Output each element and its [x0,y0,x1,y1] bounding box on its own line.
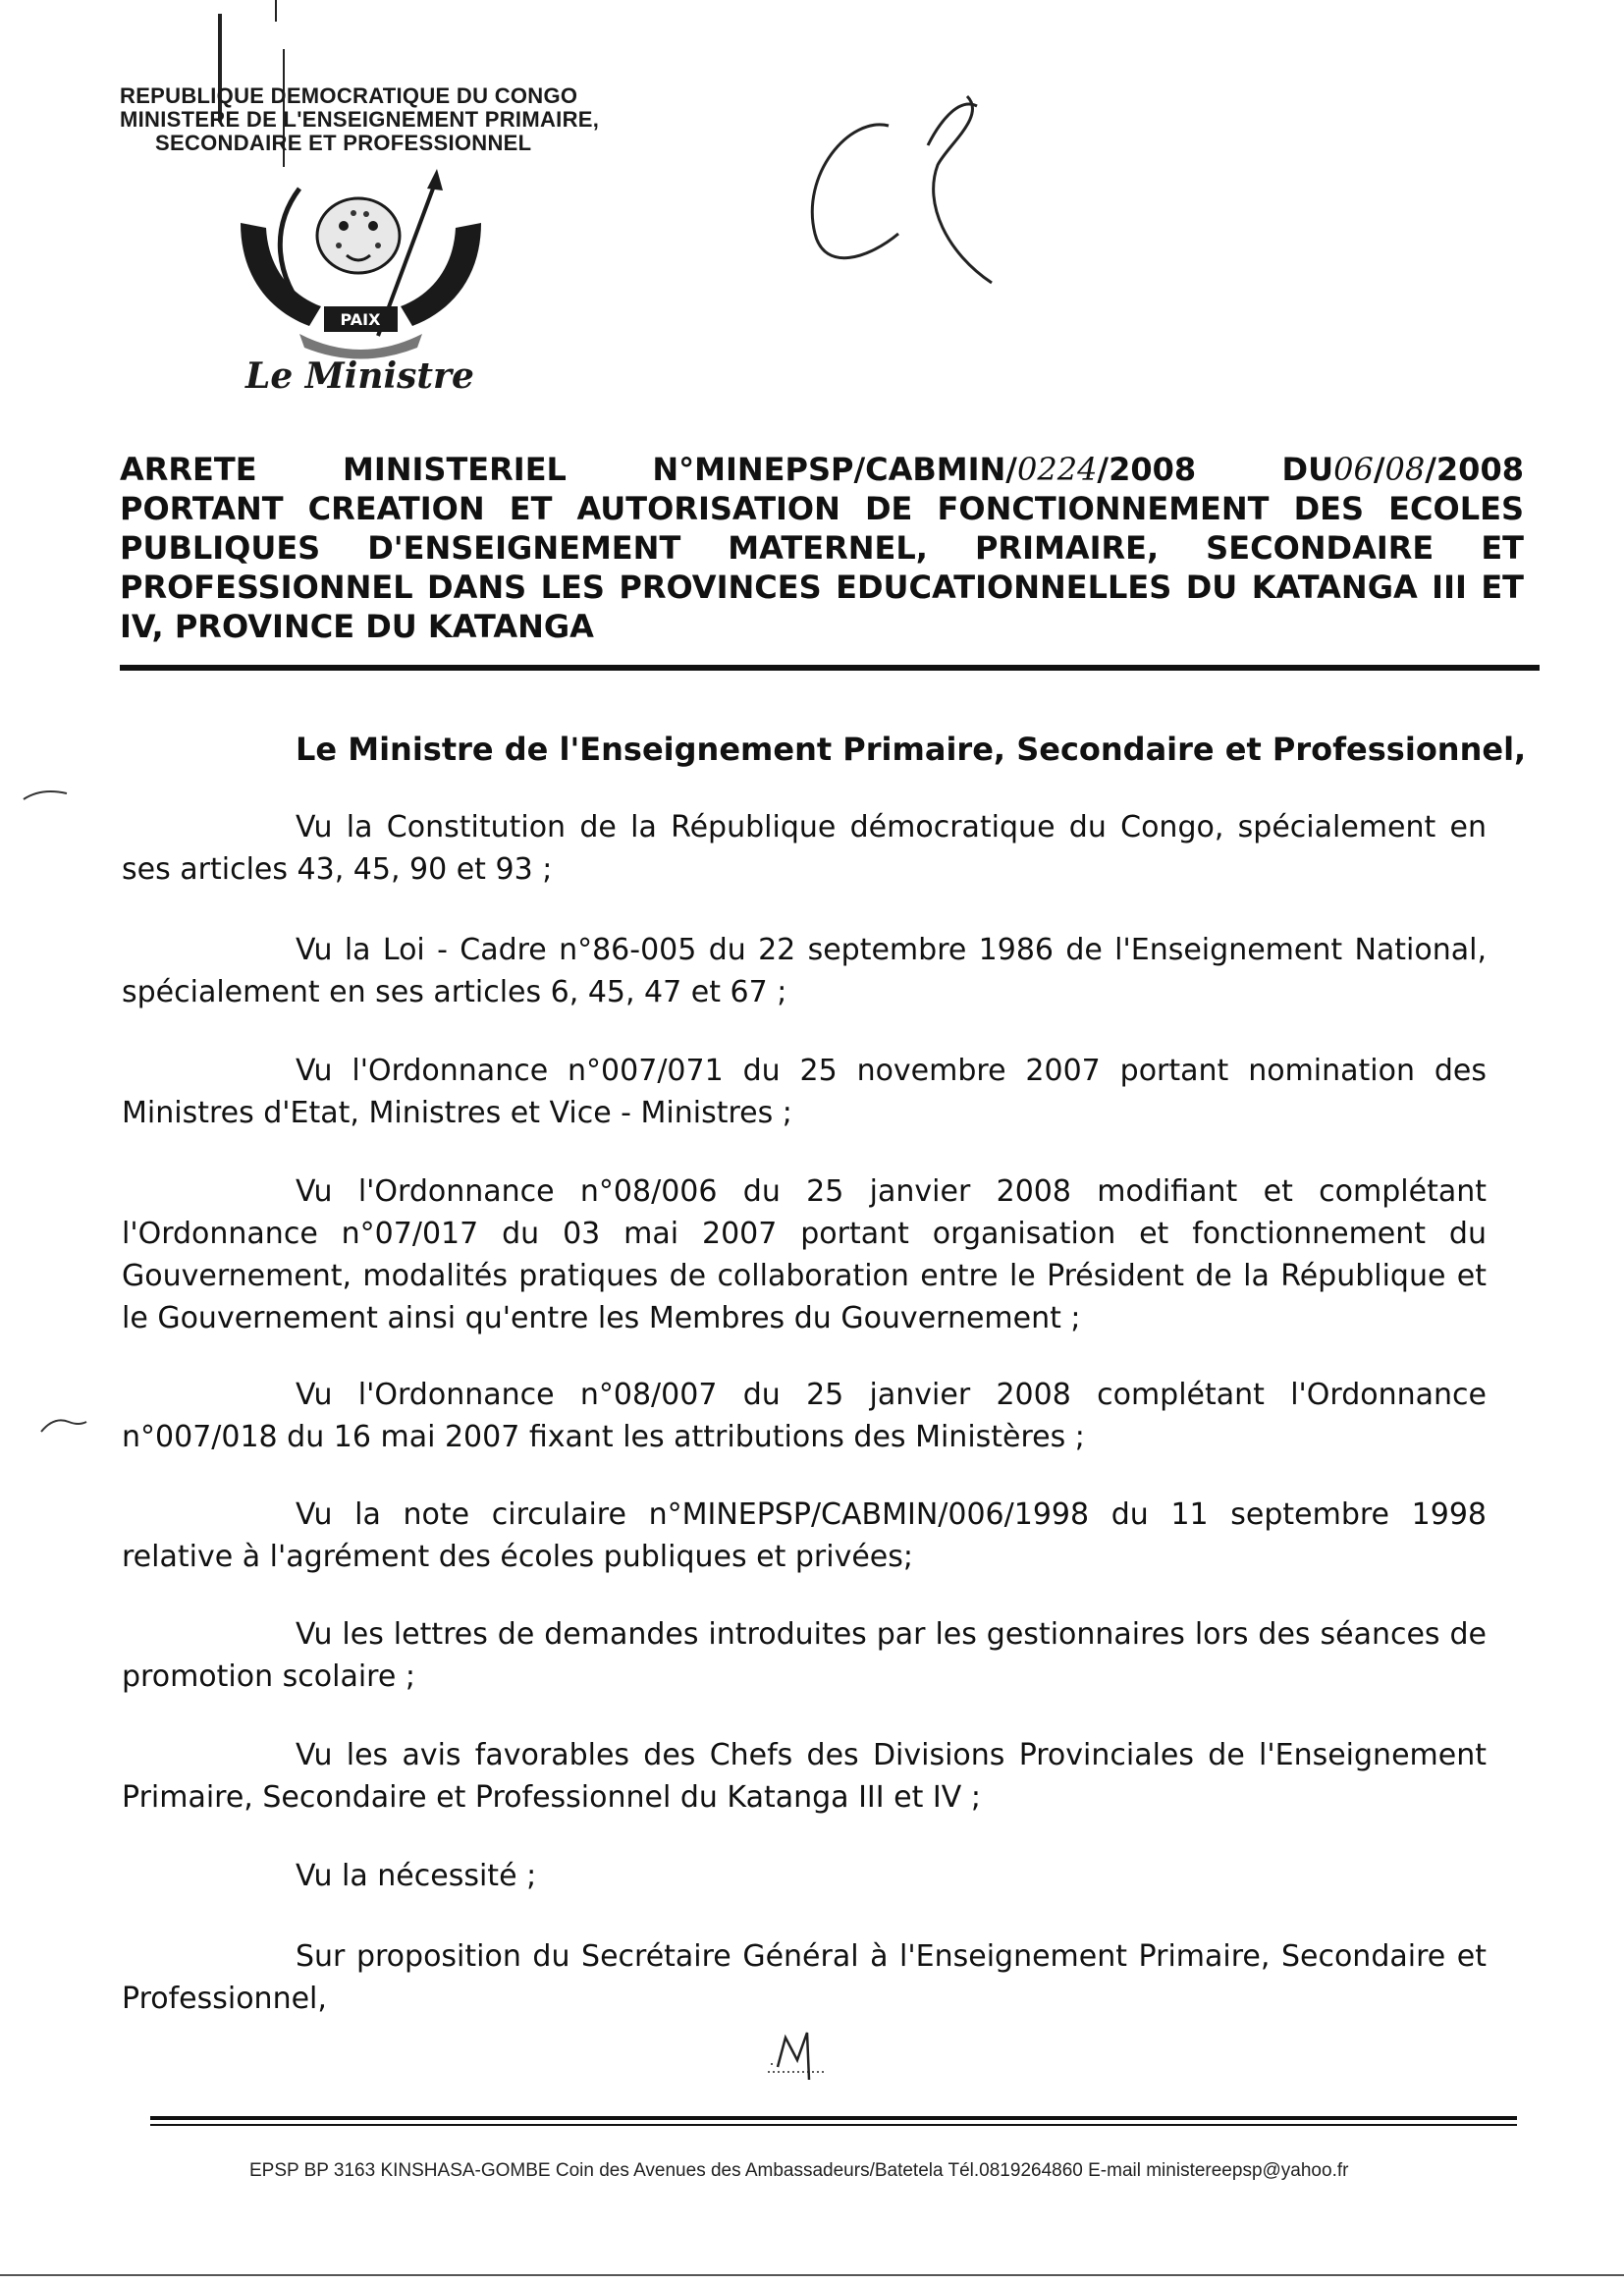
header-republic: REPUBLIQUE DEMOCRATIQUE DU CONGO [120,83,578,108]
decree-title [120,450,1524,646]
decree-month-handwritten: 08 [1384,451,1426,488]
paragraph-note-circulaire: Vu la note circulaire n°MINEPSP/CABMIN/006/1998 du 11 septembre 1998 relative à l'agrément des écoles publiques et privées; [122,1497,1487,1574]
margin-mark [39,1414,88,1438]
coat-of-arms-emblem-icon [231,169,491,365]
footer-contact: EPSP BP 3163 KINSHASA-GOMBE Coin des Avenues des Ambassadeurs/Batetela Tél.0819264860 E-mail ministereepsp@yahoo.fr [249,2160,1349,2181]
decree-day-handwritten: 06 [1333,451,1374,488]
header-ministry: MINISTERE DE L'ENSEIGNEMENT PRIMAIRE, [120,107,600,132]
paragraph-loi-cadre: Vu la Loi - Cadre n°86-005 du 22 septembre 1986 de l'Enseignement National, spécialement en ses articles 6, 45, 47 et 67 ; [122,933,1487,1009]
header-block [120,84,670,155]
paragraph-constitution: Vu la Constitution de la République démocratique du Congo, spécialement en ses articles 43, 45, 90 et 93 ; [122,810,1487,887]
title-word-ministeriel: MINISTERIEL [342,451,567,488]
page-bottom-edge [0,2274,1624,2276]
paragraph-proposition: Sur proposition du Secrétaire Général à l'Enseignement Primaire, Secondaire et Professionnel, [122,1939,1487,2016]
footer-divider-thin [150,2124,1517,2126]
handwritten-paraph-mark [766,2023,835,2082]
paragraph-lettres-demandes: Vu les lettres de demandes introduites par les gestionnaires lors des séances de promotion scolaire ; [122,1617,1487,1694]
paragraph-ordonnance-007: Vu l'Ordonnance n°08/007 du 25 janvier 2008 complétant l'Ordonnance n°007/018 du 16 mai 2007 fixant les attributions des Ministères ; [122,1378,1487,1454]
paragraph-ordonnance-071: Vu l'Ordonnance n°007/071 du 25 novembre 2007 portant nomination des Ministres d'Etat, Ministres et Vice - Ministres ; [122,1054,1487,1130]
footer-divider [150,2116,1517,2120]
decree-title-row4: PROFESSIONNEL DANS LES PROVINCES EDUCATIONNELLES DU KATANGA III ET [120,569,1524,606]
paragraph-avis-favorables: Vu les avis favorables des Chefs des Divisions Provinciales de l'Enseignement Primaire, Secondaire et Professionnel du Katanga III et IV ; [122,1738,1487,1815]
handwritten-initials-mark [790,86,1006,293]
decree-date: DU06/08/2008 [1281,451,1524,488]
title-word-arrete: ARRETE [120,451,257,488]
margin-mark [22,786,71,805]
decree-title-row1 [120,450,1524,489]
decree-title-row3: PUBLIQUES D'ENSEIGNEMENT MATERNEL, PRIMAIRE, SECONDAIRE ET [120,529,1524,567]
header-department: SECONDAIRE ET PROFESSIONNEL [155,131,532,155]
decree-title-row2: PORTANT CREATION ET AUTORISATION DE FONCTIONNEMENT DES ECOLES [120,490,1524,527]
paragraph-ordonnance-006: Vu l'Ordonnance n°08/006 du 25 janvier 2008 modifiant et complétant l'Ordonnance n°07/017 du 03 mai 2007 portant organisation et fonctionnement du Gouvernement, modalités pratiques de collaboration entre le Président de la République et le Gouvernement ainsi qu'entre les Membres du Gouvernement ; [122,1174,1487,1335]
minister-heading: Le Ministre de l'Enseignement Primaire, Secondaire et Professionnel, [296,731,1527,768]
decree-number-handwritten: 0224 [1016,451,1098,488]
emblem-motto: PAIX [340,310,381,329]
decree-number: N°MINEPSP/CABMIN/0224/2008 [652,451,1197,488]
decree-title-row5: IV, PROVINCE DU KATANGA [120,608,594,645]
title-divider [120,665,1540,671]
paragraph-necessite: Vu la nécessité ; [296,1859,537,1893]
scan-artifact-line [275,0,277,22]
signatory-title: Le Ministre [245,355,474,397]
